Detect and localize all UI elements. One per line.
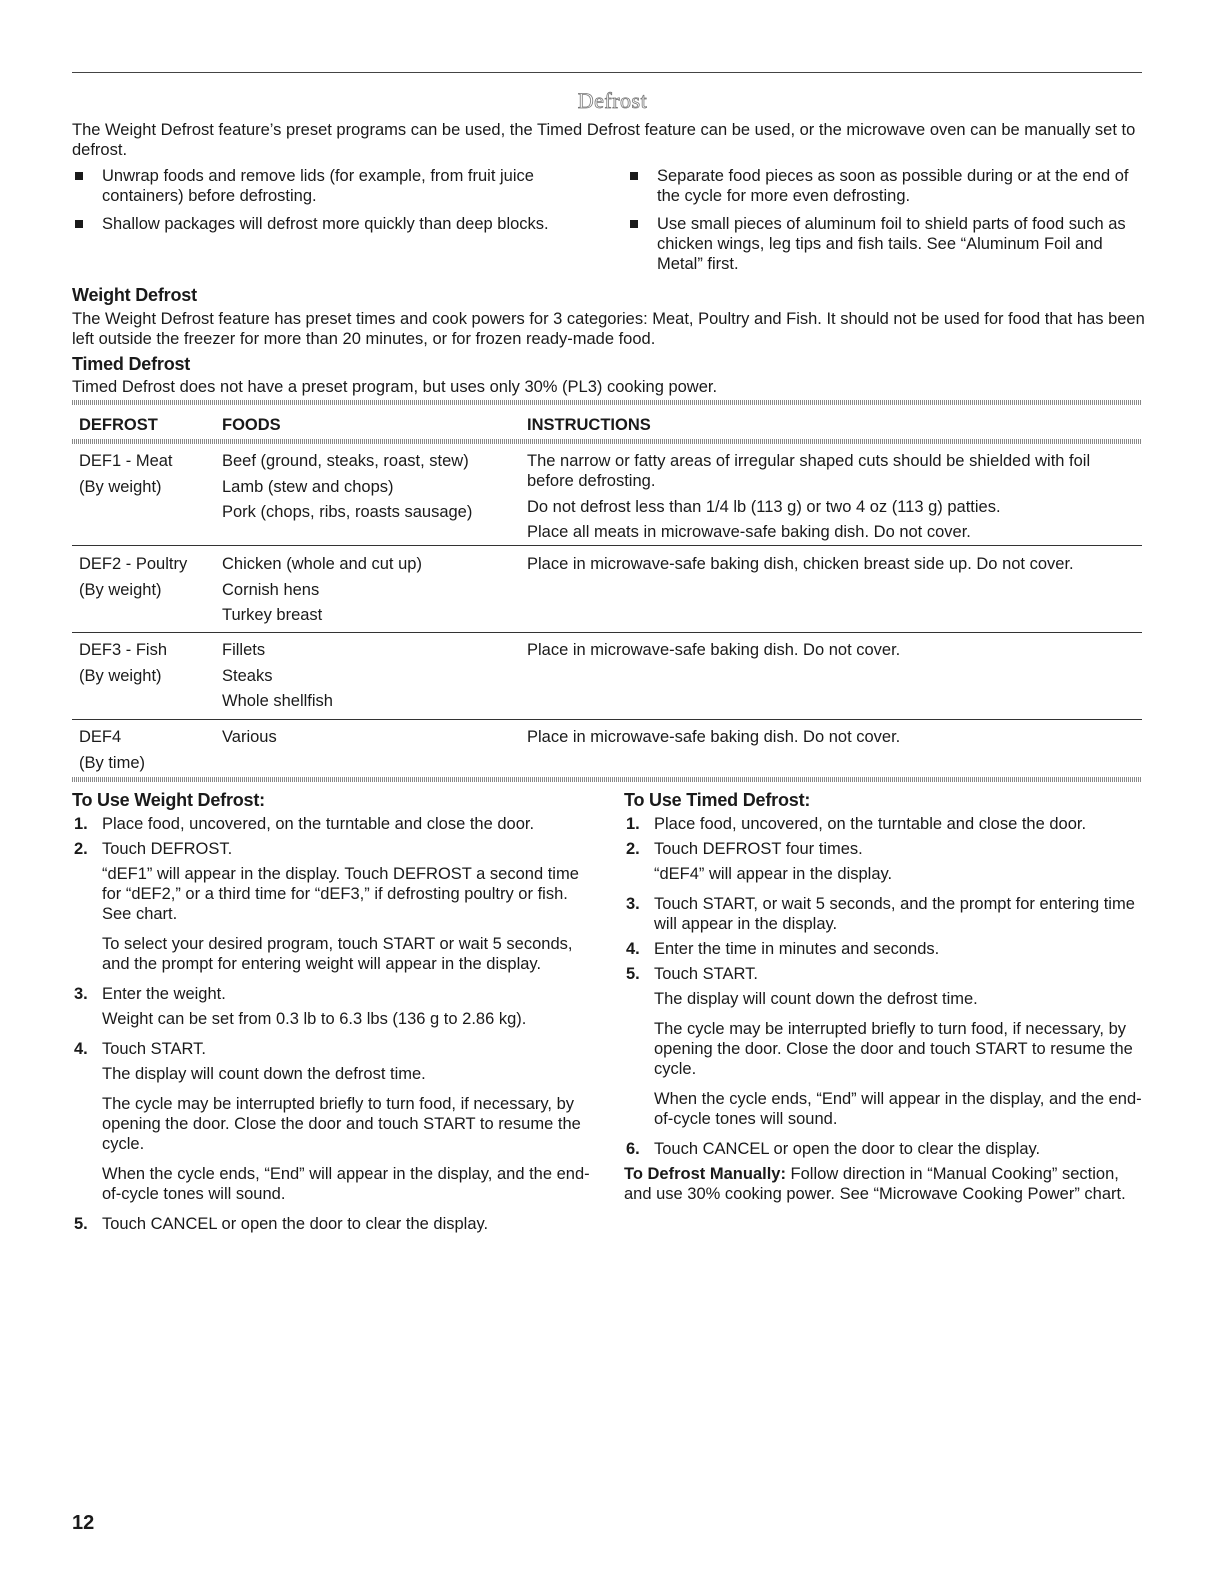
table-row xyxy=(72,546,1142,633)
step-number: 5. xyxy=(74,1215,88,1233)
step-text: Touch CANCEL or open the door to clear the display. xyxy=(102,1215,489,1233)
bullet-text: Separate food pieces as soon as possible during or at the end of the cycle for more even defrosting. xyxy=(657,167,1129,205)
step-note: “dEF1” will appear in the display. Touch DEFROST a second time for “dEF2,” or a third time for “dEF3,” if defrosting poultry or fish. See chart. xyxy=(102,865,579,923)
step-number: 5. xyxy=(626,965,640,983)
cell-foods xyxy=(222,727,277,753)
instruction-text: Place in microwave-safe baking dish. Do not cover. xyxy=(527,728,901,746)
food-item: Cornish hens xyxy=(222,580,320,599)
bullet-item xyxy=(72,166,592,206)
instruction-text: The narrow or fatty areas of irregular shaped cuts should be shielded with foil before defrosting. xyxy=(527,452,1091,490)
step-note: To select your desired program, touch START or wait 5 seconds, and the prompt for entering weight will appear in the display. xyxy=(102,935,573,973)
cell-foods xyxy=(222,640,333,717)
weight-defrost-heading: Weight Defrost xyxy=(72,285,197,305)
step-note: The display will count down the defrost time. xyxy=(654,990,978,1008)
step-note: The cycle may be interrupted briefly to turn food, if necessary, by opening the door. Close the door and touch START to resume the cycle. xyxy=(102,1095,581,1153)
step-note: The display will count down the defrost time. xyxy=(102,1065,426,1083)
step-number: 2. xyxy=(74,840,88,858)
step-text: Place food, uncovered, on the turntable and close the door. xyxy=(102,815,535,833)
food-item: Whole shellfish xyxy=(222,692,333,710)
table-row xyxy=(72,633,1142,720)
cell-foods xyxy=(222,554,422,631)
bullet-text: Unwrap foods and remove lids (for example, from fruit juice containers) before defrosting. xyxy=(102,167,534,205)
bullet-square-icon xyxy=(75,220,83,228)
cell-defrost xyxy=(79,640,167,691)
defrost-mode: DEF2 - Poultry xyxy=(79,555,188,573)
food-item: Lamb (stew and chops) xyxy=(222,477,394,496)
weight-defrost-text: The Weight Defrost feature has preset times and cook powers for 3 categories: Meat, Poultry and Fish. It should not be used for food that has been left outside the freezer for more than 20 minutes, or for frozen ready-made food. xyxy=(72,310,1145,348)
bullets-left-column xyxy=(72,166,592,242)
timed-defrost-heading: Timed Defrost xyxy=(72,354,191,374)
step-text: Touch DEFROST. xyxy=(102,840,233,858)
step-text: Touch START. xyxy=(654,965,758,983)
header-defrost: DEFROST xyxy=(79,416,158,434)
step-text: Enter the time in minutes and seconds. xyxy=(654,940,940,958)
step-item xyxy=(72,814,592,834)
page-title: Defrost xyxy=(577,88,648,113)
step-text: Enter the weight. xyxy=(102,985,226,1003)
bullet-square-icon xyxy=(630,172,638,180)
step-item xyxy=(72,984,592,1004)
step-item xyxy=(624,894,1144,934)
defrost-mode: DEF3 - Fish xyxy=(79,641,168,659)
manual-defrost-note xyxy=(624,1164,1144,1204)
defrost-mode: DEF1 - Meat xyxy=(79,452,173,470)
manual-defrost-text: Follow direction in “Manual Cooking” section, and use 30% cooking power. See “Microwave Cooking Power” chart. xyxy=(624,1165,1126,1203)
bullet-text: Use small pieces of aluminum foil to shield parts of food such as chicken wings, leg tips and fish tails. See “Aluminum Foil and Metal” first. xyxy=(657,215,1126,273)
step-item xyxy=(624,814,1144,834)
food-item: Chicken (whole and cut up) xyxy=(222,555,422,573)
weight-steps-heading: To Use Weight Defrost: xyxy=(72,790,265,810)
step-item xyxy=(624,964,1144,984)
step-note: The cycle may be interrupted briefly to turn food, if necessary, by opening the door. Close the door and touch START to resume the cycle. xyxy=(654,1020,1133,1078)
cell-foods xyxy=(222,451,472,528)
step-item xyxy=(72,1214,592,1234)
food-item: Turkey breast xyxy=(222,606,323,624)
bullet-text: Shallow packages will defrost more quickly than deep blocks. xyxy=(102,215,549,233)
table-bottom-border xyxy=(72,777,1142,782)
table-header xyxy=(72,405,1142,439)
step-number: 3. xyxy=(74,985,88,1003)
header-foods: FOODS xyxy=(222,416,281,434)
timed-defrost-steps xyxy=(624,790,1144,1204)
defrost-method: (By weight) xyxy=(79,580,162,599)
food-item: Steaks xyxy=(222,666,273,685)
step-item xyxy=(624,839,1144,859)
cell-instructions xyxy=(527,451,1137,548)
cell-instructions xyxy=(527,640,1137,666)
step-number: 4. xyxy=(74,1040,88,1058)
step-text: Touch CANCEL or open the door to clear the display. xyxy=(654,1140,1041,1158)
instruction-text: Do not defrost less than 1/4 lb (113 g) or two 4 oz (113 g) patties. xyxy=(527,497,1001,516)
food-item: Pork (chops, ribs, roasts sausage) xyxy=(222,503,473,521)
step-item xyxy=(72,1039,592,1059)
step-note: “dEF4” will appear in the display. xyxy=(654,865,893,883)
table-row xyxy=(72,444,1142,546)
defrost-method: (By weight) xyxy=(79,666,162,685)
step-note: Weight can be set from 0.3 lb to 6.3 lbs (136 g to 2.86 kg). xyxy=(102,1010,527,1028)
step-text: Touch START. xyxy=(102,1040,206,1058)
defrost-table xyxy=(72,400,1142,782)
step-number: 6. xyxy=(626,1140,640,1158)
top-rule xyxy=(72,72,1142,73)
timed-defrost-text: Timed Defrost does not have a preset program, but uses only 30% (PL3) cooking power. xyxy=(72,378,718,396)
step-number: 4. xyxy=(626,940,640,958)
bullet-square-icon xyxy=(75,172,83,180)
cell-defrost xyxy=(79,727,145,778)
intro-text: The Weight Defrost feature’s preset programs can be used, the Timed Defrost feature can be used, or the microwave oven can be manually set to defrost. xyxy=(72,121,1136,159)
bullet-square-icon xyxy=(630,220,638,228)
step-note: When the cycle ends, “End” will appear in the display, and the end-of-cycle tones will sound. xyxy=(654,1090,1142,1128)
bullet-item xyxy=(627,166,1142,206)
table-row xyxy=(72,720,1142,777)
cell-instructions xyxy=(527,727,1137,753)
defrost-method: (By time) xyxy=(79,753,145,772)
step-number: 1. xyxy=(626,815,640,833)
cell-defrost xyxy=(79,451,173,502)
manual-defrost-label: To Defrost Manually: xyxy=(624,1165,786,1183)
step-text: Touch DEFROST four times. xyxy=(654,840,863,858)
step-item xyxy=(72,839,592,859)
cell-defrost xyxy=(79,554,187,605)
instruction-text: Place in microwave-safe baking dish, chicken breast side up. Do not cover. xyxy=(527,555,1074,573)
defrost-mode: DEF4 xyxy=(79,728,122,746)
step-text: Place food, uncovered, on the turntable and close the door. xyxy=(654,815,1087,833)
timed-steps-heading: To Use Timed Defrost: xyxy=(624,790,811,810)
header-instructions: INSTRUCTIONS xyxy=(527,416,651,434)
bullets-right-column xyxy=(627,166,1142,282)
step-item xyxy=(624,939,1144,959)
food-item: Fillets xyxy=(222,641,266,659)
page-number: 12 xyxy=(72,1512,95,1534)
step-number: 3. xyxy=(626,895,640,913)
step-number: 1. xyxy=(74,815,88,833)
step-note: When the cycle ends, “End” will appear in the display, and the end-of-cycle tones will sound. xyxy=(102,1165,590,1203)
bullet-item xyxy=(627,214,1142,274)
weight-defrost-steps xyxy=(72,790,592,1239)
step-item xyxy=(624,1139,1144,1159)
instruction-text: Place all meats in microwave-safe baking dish. Do not cover. xyxy=(527,523,971,541)
step-text: Touch START, or wait 5 seconds, and the prompt for entering time will appear in the display. xyxy=(654,895,1135,933)
defrost-method: (By weight) xyxy=(79,477,162,496)
cell-instructions xyxy=(527,554,1137,580)
step-number: 2. xyxy=(626,840,640,858)
food-item: Beef (ground, steaks, roast, stew) xyxy=(222,452,469,470)
instruction-text: Place in microwave-safe baking dish. Do not cover. xyxy=(527,641,901,659)
food-item: Various xyxy=(222,728,277,746)
bullet-item xyxy=(72,214,592,234)
